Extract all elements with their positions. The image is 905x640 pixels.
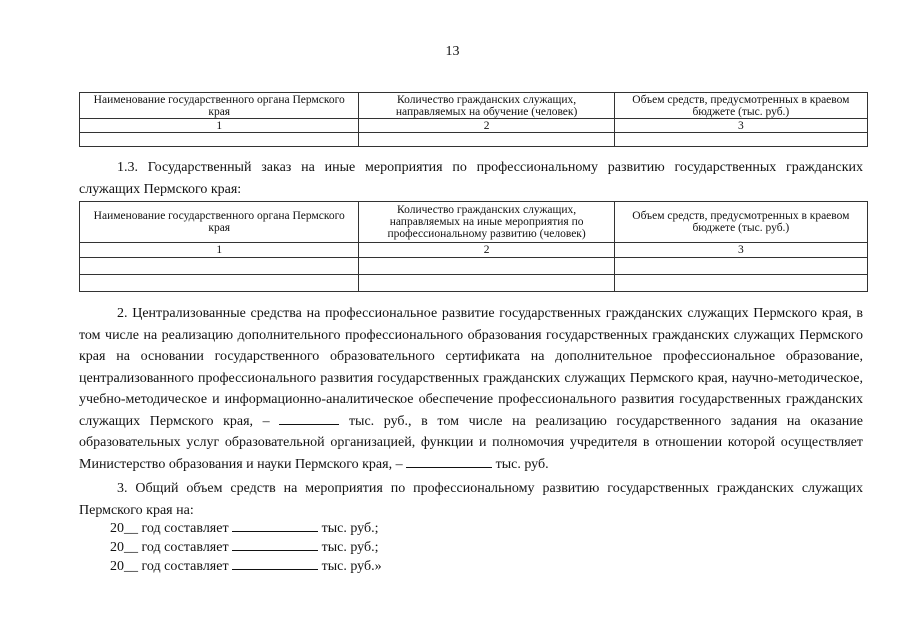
section-2-part-1: 2. Централизованные средства на профессиональное развитие государственных гражданских служащих Пермского края, в том числе на реализацию дополнительного профессионального образования государственных гражданских служащих Пермского края на основании государственного образовательного сертификата на дополнительное профессиональное образование, централизованного профессионального развития государственных гражданских служащих Пермского края, научно-методическое, учебно-методическое и информационно-аналитическое обеспечение профессионального развития государственных гражданских служащих Пермского края, – xyxy=(79,306,863,429)
header-cell: Наименование государственного органа Пермского края xyxy=(80,93,359,119)
amount-blank xyxy=(406,454,492,468)
empty-cell xyxy=(359,258,614,275)
amount-blank xyxy=(232,518,318,532)
section-3-text: 3. Общий объем средств на мероприятия по профессиональному развитию государственных гражданских служащих Пермского края на: xyxy=(79,481,863,518)
year-line xyxy=(110,518,378,538)
amount-blank xyxy=(232,556,318,570)
table-header-row xyxy=(80,93,868,119)
other-activities-table xyxy=(79,201,868,292)
training-table xyxy=(79,92,868,147)
amount-blank xyxy=(232,537,318,551)
column-number-row xyxy=(80,119,868,133)
empty-cell xyxy=(614,133,867,147)
header-cell: Количество гражданских служащих, направляемых на обучение (человек) xyxy=(359,93,614,119)
year-label: 20__ год составляет xyxy=(110,521,229,536)
page-number: 13 xyxy=(445,44,460,59)
column-number: 3 xyxy=(614,243,867,258)
column-number: 2 xyxy=(359,119,614,133)
section-2-text xyxy=(79,303,863,475)
year-line xyxy=(110,556,382,576)
header-cell: Количество гражданских служащих, направляемых на иные мероприятия по профессиональному развитию (человек) xyxy=(359,202,614,243)
column-number-row xyxy=(80,243,868,258)
header-cell: Наименование государственного органа Пермского края xyxy=(80,202,359,243)
year-label: 20__ год составляет xyxy=(110,559,229,574)
section-2-part-3: тыс. руб. xyxy=(495,456,549,472)
table-header-row xyxy=(80,202,868,243)
table-row xyxy=(80,275,868,292)
empty-cell xyxy=(80,258,359,275)
empty-cell xyxy=(614,275,867,292)
empty-cell xyxy=(80,133,359,147)
empty-cell xyxy=(80,275,359,292)
column-number: 2 xyxy=(359,243,614,258)
header-cell: Объем средств, предусмотренных в краевом бюджете (тыс. руб.) xyxy=(614,93,867,119)
unit-label: тыс. руб.; xyxy=(321,540,379,555)
year-line xyxy=(110,537,378,557)
unit-label: тыс. руб.» xyxy=(321,559,382,574)
column-number: 1 xyxy=(80,243,359,258)
section-1-3-text: 1.3. Государственный заказ на иные мероприятия по профессиональному развитию государственных гражданских служащих Пермского края: xyxy=(79,160,863,197)
empty-cell xyxy=(614,258,867,275)
year-label: 20__ год составляет xyxy=(110,540,229,555)
section-2-part-2: тыс. руб., в том числе на реализацию государственного задания на оказание образовательных услуг образовательной организацией, функции и полномочия учредителя в отношении которой осуществляет Министерство образования и науки Пермского края, – xyxy=(79,413,863,472)
header-cell: Объем средств, предусмотренных в краевом бюджете (тыс. руб.) xyxy=(614,202,867,243)
column-number: 1 xyxy=(80,119,359,133)
column-number: 3 xyxy=(614,119,867,133)
table-row xyxy=(80,258,868,275)
table-row xyxy=(80,133,868,147)
empty-cell xyxy=(359,275,614,292)
unit-label: тыс. руб.; xyxy=(321,521,379,536)
amount-blank xyxy=(279,411,339,425)
empty-cell xyxy=(359,133,614,147)
